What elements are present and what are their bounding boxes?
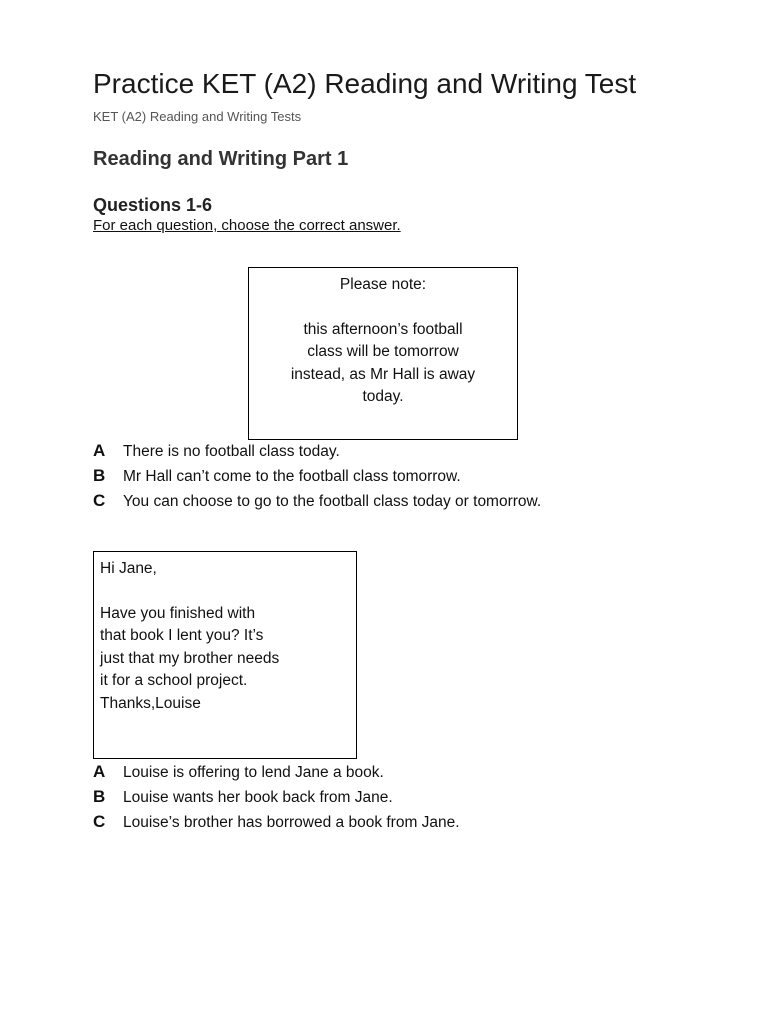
question1-option-b[interactable] [93,466,541,491]
option-text: There is no football class today. [123,443,340,460]
option-text: You can choose to go to the football class today or tomorrow. [123,493,542,510]
notice-body [249,319,517,409]
option-text: Louise is offering to lend Jane a book. [123,764,384,781]
message-greeting: Hi Jane, [100,560,157,577]
notice-heading: Please note: [339,276,427,293]
question1-option-a[interactable] [93,441,541,466]
questions-heading: Questions 1-6 [93,195,213,215]
option-letter: A [93,762,106,781]
option-letter: B [93,787,106,806]
message-line: it for a school project. [100,672,248,689]
option-text: Louise wants her book back from Jane. [123,789,393,806]
option-letter: B [93,466,106,485]
notice-line: this afternoon’s football [303,320,463,338]
option-letter: A [93,441,106,460]
notice-line: class will be tomorrow [307,343,459,360]
question2-message-box [93,551,357,759]
notice-line: today. [362,388,404,405]
part-heading: Reading and Writing Part 1 [93,148,349,170]
instruction-text: For each question, choose the correct answer. [93,217,401,234]
question1-options [93,441,541,516]
question1-notice-box [248,267,518,440]
message-line: Have you finished with [100,604,256,622]
option-text: Louise’s brother has borrowed a book from Jane. [123,814,460,831]
question2-option-c[interactable] [93,812,460,837]
option-letter: C [93,812,106,831]
notice-line: instead, as Mr Hall is away [290,365,476,383]
message-line: that book I lent you? It’s [100,627,264,644]
message-line: Thanks,Louise [100,694,201,712]
option-text: Mr Hall can’t come to the football class tomorrow. [123,468,461,485]
option-letter: C [93,491,106,510]
question1-option-c[interactable] [93,491,541,516]
page-title: Practice KET (A2) Reading and Writing Test [93,68,637,99]
question2-option-a[interactable] [93,762,460,787]
question2-option-b[interactable] [93,787,460,812]
message-line: just that my brother needs [100,649,280,667]
page-subtitle: KET (A2) Reading and Writing Tests [93,109,302,124]
question2-options [93,762,460,837]
